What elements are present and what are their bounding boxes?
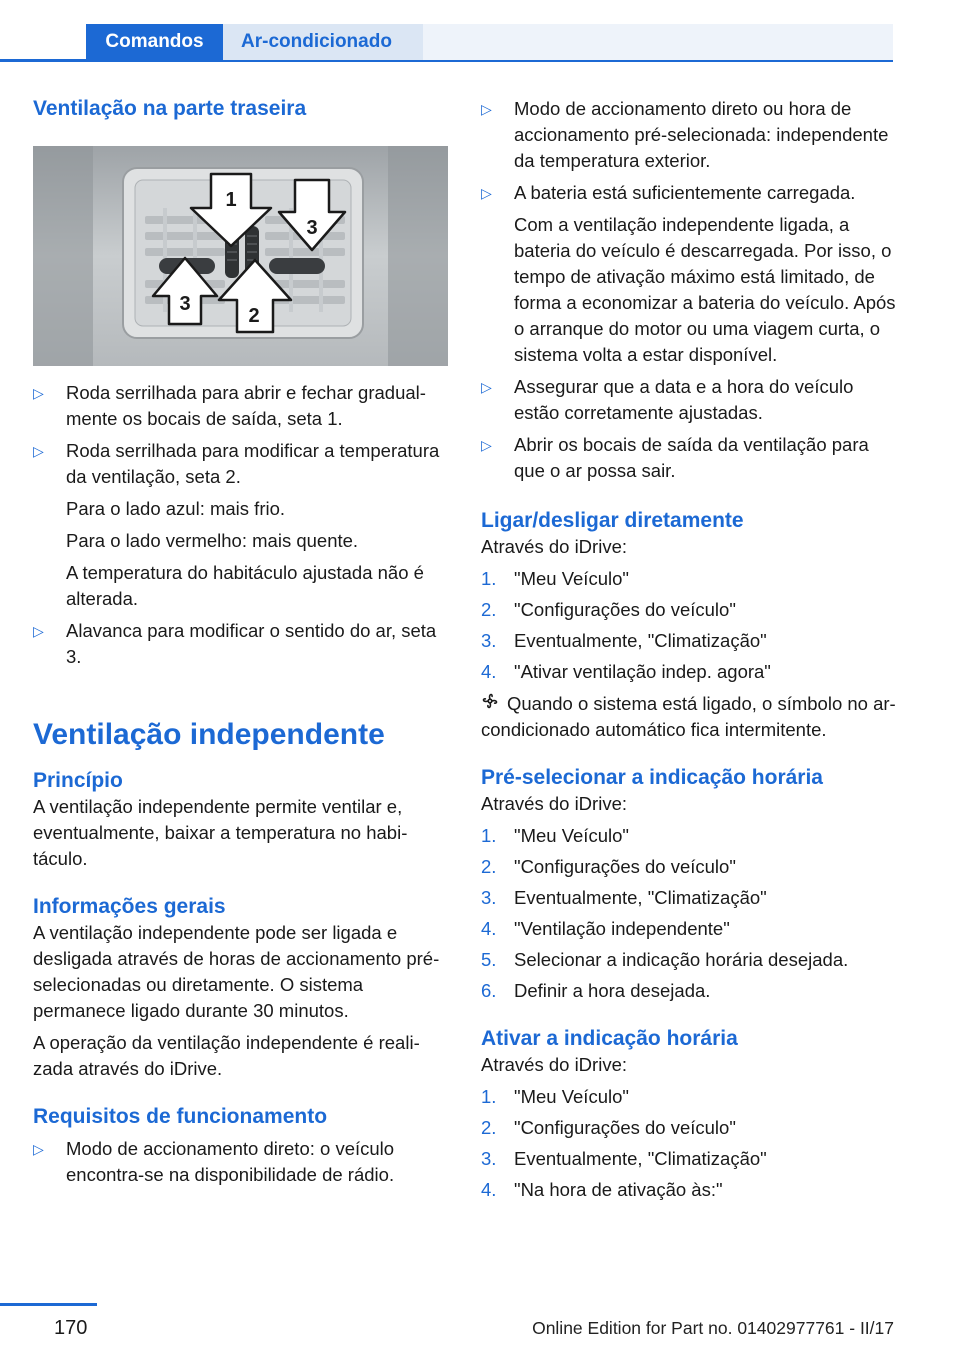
list-item: ▷ Alavanca para modificar o sentido do ar, seta 3.	[33, 620, 437, 667]
preselect-title: Pré-selecionar a indicação horária	[481, 766, 823, 789]
list-item: 4. "Ventilação independente"	[481, 918, 730, 939]
arrow-bullet-icon: ▷	[33, 1141, 44, 1157]
list-item: 6. Definir a hora desejada.	[481, 980, 711, 1001]
preselect-intro: Através do iDrive:	[481, 793, 627, 814]
list-item: 4. "Ativar ventilação indep. agora"	[481, 661, 771, 682]
direct-intro: Através do iDrive:	[481, 536, 627, 557]
list-item: ▷ Roda serrilhada para abrir e fechar gradualmente os bocais de saída, seta 1.	[33, 382, 426, 429]
tab-filler	[423, 24, 893, 60]
requirements-title: Requisitos de funcionamento	[33, 1105, 328, 1128]
footer-rule	[0, 1303, 97, 1306]
list-item: 3. Eventualmente, "Climatização"	[481, 887, 767, 908]
list-item: 3. Eventualmente, "Climatização"	[481, 630, 767, 651]
activate-steps	[481, 1084, 896, 1203]
fan-note: Quando o sistema está ligado, o símbolo no ar-condicionado automático fica intermitente.	[481, 693, 896, 740]
list-item: 5. Selecionar a indicação horária desejada.	[481, 949, 849, 970]
arrow-bullet-icon: ▷	[33, 623, 44, 639]
list-item: 1. "Meu Veículo"	[481, 1086, 629, 1107]
list-item: 1. "Meu Veículo"	[481, 825, 629, 846]
preselect-steps	[481, 823, 896, 1004]
general-info-text-2: A operação da ventilação independente é realizada através do iDrive.	[33, 1032, 420, 1079]
fan-icon	[481, 691, 499, 717]
page-number: 170	[54, 1317, 88, 1339]
tab-comandos[interactable]: Comandos	[86, 24, 223, 60]
arrow-bullet-icon: ▷	[481, 437, 492, 453]
edition-note: Online Edition for Part no. 01402977761 - II/17	[532, 1318, 894, 1338]
list-item: 1. "Meu Veículo"	[481, 568, 629, 589]
principle-title: Princípio	[33, 769, 123, 792]
rear-controls-list	[33, 380, 448, 670]
list-item: ▷ Modo de accionamento direto ou hora de accionamento pré-selecionada: independente da temperatura exterior.	[481, 98, 889, 171]
tab-ar-condicionado[interactable]: Ar-condicionado	[223, 24, 423, 60]
direct-steps	[481, 566, 896, 685]
figure-label-3-right: 3	[306, 217, 318, 239]
list-item: 4. "Na hora de ativação às:"	[481, 1179, 723, 1200]
arrow-bullet-icon: ▷	[33, 385, 44, 401]
arrow-bullet-icon: ▷	[481, 379, 492, 395]
rear-vent-figure	[33, 146, 448, 366]
arrow-bullet-icon: ▷	[33, 443, 44, 459]
direct-title: Ligar/desligar diretamente	[481, 509, 744, 532]
right-column	[481, 96, 896, 1203]
requirements-list-left	[33, 1136, 448, 1188]
list-item: ▷ Modo de accionamento direto: o veículo encontra-se na disponibilidade de rádio.	[33, 1138, 395, 1185]
activate-title: Ativar a indicação horária	[481, 1027, 738, 1050]
list-item: ▷ Abrir os bocais de saída da ventilação para que o ar possa sair.	[481, 434, 869, 481]
principle-text: A ventilação independente permite ventilar e, eventualmente, baixar a temperatura no habitáculo.	[33, 796, 408, 869]
rear-vent-illustration	[33, 146, 448, 366]
list-item: 2. "Configurações do veículo"	[481, 856, 736, 877]
figure-label-3-left: 3	[179, 293, 191, 315]
chapter-title: Ventilação independente	[33, 718, 385, 751]
figure-label-1: 1	[225, 189, 237, 211]
figure-label-2: 2	[248, 305, 260, 327]
general-info-title: Informações gerais	[33, 895, 226, 918]
rear-ventilation-title: Ventilação na parte traseira	[33, 97, 307, 120]
list-item: ▷ Roda serrilhada para modificar a temperatura da ventilação, seta 2. Para o lado azul: mais frio. Para o lado vermelho: mais quente. A temperatura do habitáculo ajustada não é alterada.	[33, 440, 440, 609]
header-tabbar	[0, 24, 893, 62]
general-info-text-1: A ventilação independente pode ser ligada e desligada através de horas de accionamento pré-selecionadas ou diretamente. O sistema permanece ligado durante 30 minutos.	[33, 922, 440, 1021]
arrow-bullet-icon: ▷	[481, 101, 492, 117]
activate-intro: Através do iDrive:	[481, 1054, 627, 1075]
list-item: ▷ Assegurar que a data e a hora do veículo estão corretamente ajustadas.	[481, 376, 854, 423]
list-item: 2. "Configurações do veículo"	[481, 1117, 736, 1138]
requirements-list-right	[481, 96, 896, 484]
left-column	[33, 96, 448, 1188]
list-item: ▷ A bateria está suficientemente carregada. Com a ventilação independente ligada, a bateria do veículo é descarregada. Por isso, o tempo de ativação máximo está limitado, de forma a economizar a bateria do veículo. Após o arranque do motor ou uma viagem curta, o sistema volta a estar disponível.	[481, 182, 896, 365]
list-item: 2. "Configurações do veículo"	[481, 599, 736, 620]
list-item: 3. Eventualmente, "Climatização"	[481, 1148, 767, 1169]
arrow-bullet-icon: ▷	[481, 185, 492, 201]
